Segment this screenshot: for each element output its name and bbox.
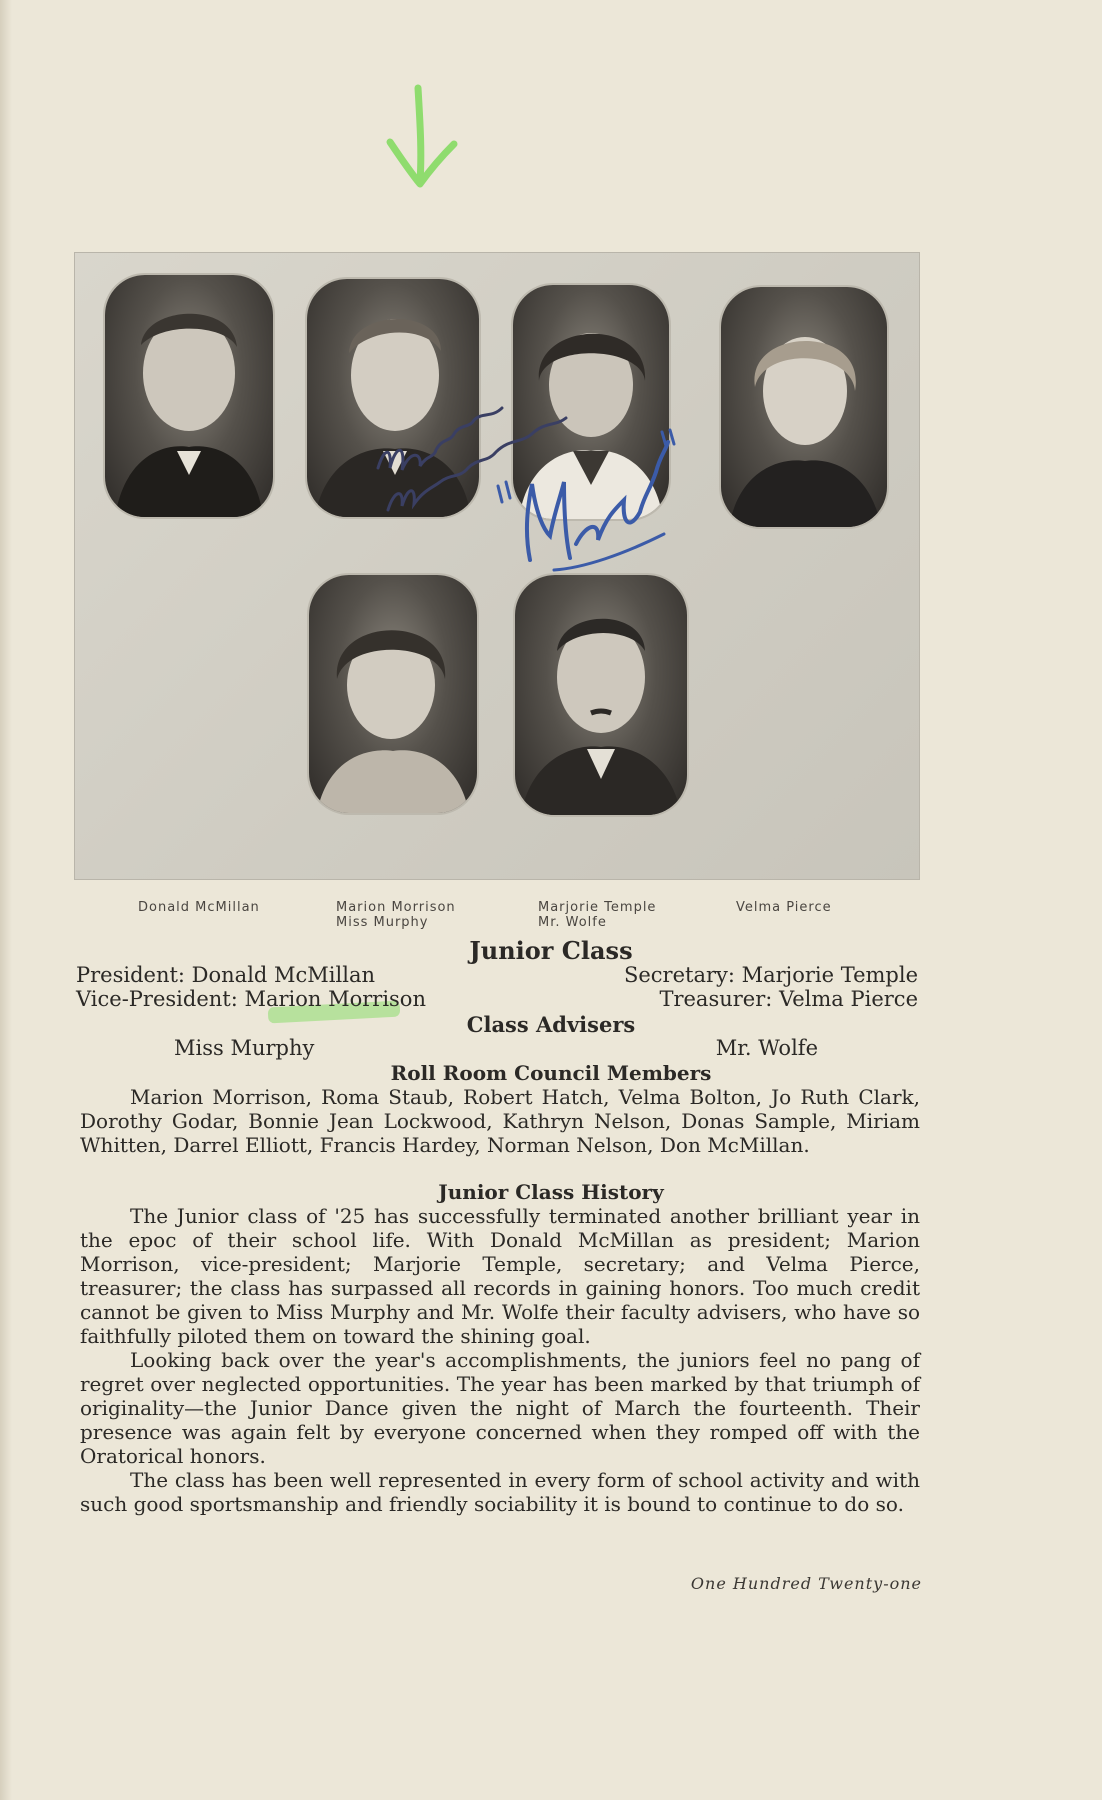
caption-line: Miss Murphy bbox=[336, 915, 429, 930]
history-paragraph: Looking back over the year's accomplishments, the juniors feel no pang of regret over neglected opportunities. The year has been marked by that triumph of originality—the Junior Dance given the night of March the fourteenth. Their presence was again felt by everyone concerned when they romped off with the Oratorical honors. bbox=[80, 1348, 920, 1468]
council-members-text: Marion Morrison, Roma Staub, Robert Hatch, Velma Bolton, Jo Ruth Clark, Dorothy Godar, Bonnie Jean Lockwood, Kathryn Nelson, Donas Sample, Miriam Whitten, Darrel Elliott, Francis Hardey, Norman Nelson, Don McMillan. bbox=[80, 1085, 920, 1157]
council-members bbox=[80, 1085, 920, 1157]
caption-column-1 bbox=[138, 900, 260, 915]
officer-secretary: Secretary: Marjorie Temple bbox=[623, 963, 918, 987]
caption-line: Mr. Wolfe bbox=[538, 915, 607, 930]
photo-panel bbox=[74, 252, 920, 880]
portrait-miss-murphy bbox=[309, 575, 477, 813]
portrait-donald-mcmillan bbox=[105, 275, 273, 517]
page-folio: One Hundred Twenty-one bbox=[690, 1574, 922, 1593]
adviser-right: Mr. Wolfe bbox=[715, 1036, 818, 1060]
caption-column-2 bbox=[336, 900, 456, 930]
portrait-mr-wolfe bbox=[515, 575, 687, 815]
officer-treasurer: Treasurer: Velma Pierce bbox=[659, 987, 918, 1011]
council-heading: Roll Room Council Members bbox=[390, 1061, 712, 1085]
officer-president: President: Donald McMillan bbox=[76, 963, 375, 987]
down-arrow-icon bbox=[380, 82, 460, 192]
class-title: Junior Class bbox=[469, 936, 633, 965]
caption-line: Marjorie Temple bbox=[538, 900, 657, 915]
portrait-marion-morrison bbox=[307, 279, 479, 517]
caption-column-3 bbox=[538, 900, 656, 930]
caption-line: Donald McMillan bbox=[138, 900, 260, 915]
caption-line: Marion Morrison bbox=[336, 900, 456, 915]
advisers-heading: Class Advisers bbox=[466, 1012, 636, 1037]
adviser-left: Miss Murphy bbox=[174, 1036, 315, 1060]
caption-column-4 bbox=[736, 900, 832, 915]
caption-line: Velma Pierce bbox=[736, 900, 832, 915]
portrait-velma-pierce bbox=[721, 287, 887, 527]
photo-captions bbox=[0, 900, 1102, 934]
officer-vice-president: Vice-President: Marion Morrison bbox=[76, 987, 426, 1011]
history-paragraph: The class has been well represented in every form of school activity and with such good sportsmanship and friendly sociability it is bound to continue to do so. bbox=[80, 1468, 920, 1516]
history-heading: Junior Class History bbox=[438, 1180, 664, 1204]
history-paragraph: The Junior class of '25 has successfully terminated another brilliant year in the epoc of their school life. With Donald McMillan as president; Marion Morrison, vice-president; Marjorie Temple, secretary; and Velma Pierce, treasurer; the class has surpassed all records in gaining honors. Too much credit cannot be given to Miss Murphy and Mr. Wolfe their faculty advisers, who have so faithfully piloted them on toward the shining goal. bbox=[80, 1204, 920, 1348]
history-body bbox=[80, 1204, 920, 1516]
portrait-marjorie-temple bbox=[513, 285, 669, 519]
